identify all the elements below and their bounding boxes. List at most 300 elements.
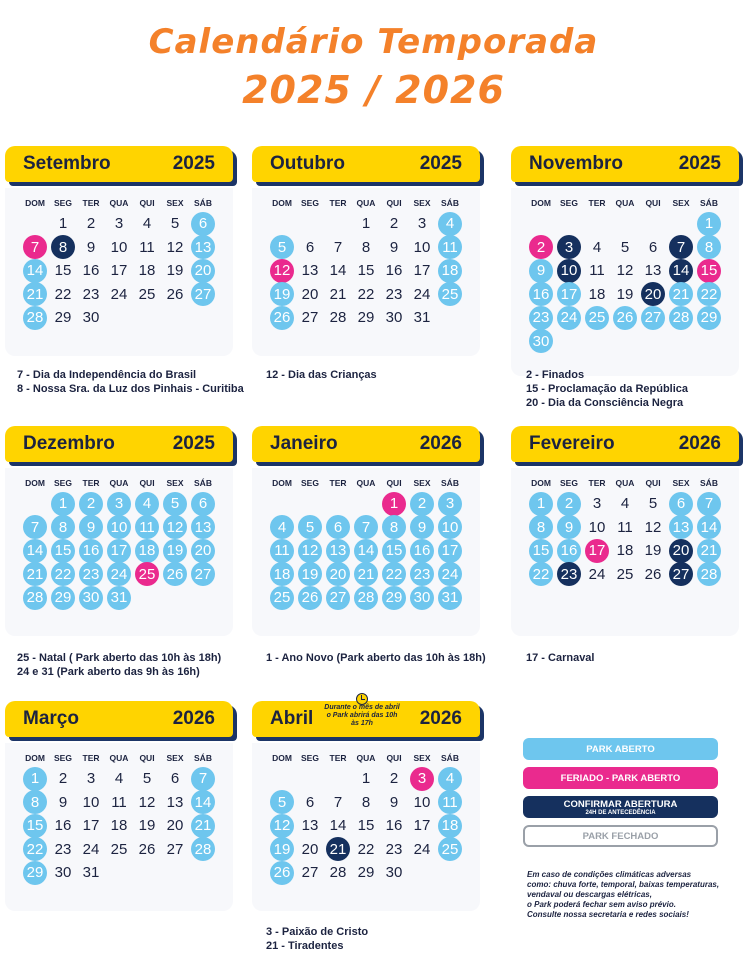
weekday-label: QUA [356, 753, 376, 763]
day-cell [105, 814, 133, 838]
day-cell [583, 563, 611, 587]
day-number: 5 [298, 515, 322, 539]
day-number: 8 [23, 790, 47, 814]
day-cell [133, 283, 161, 307]
day-number: 17 [82, 817, 100, 835]
day-number: 17 [438, 539, 462, 563]
weekday-label: TER [82, 478, 100, 488]
day-cell [189, 259, 217, 283]
day-number: 24 [438, 562, 462, 586]
day-number: 21 [326, 837, 350, 861]
day-empty [268, 767, 296, 791]
day-number: 12 [166, 238, 184, 256]
day-cell [189, 492, 217, 516]
day-number: 7 [669, 235, 693, 259]
day-number: 6 [170, 770, 180, 788]
day-cell [268, 283, 296, 307]
day-cell [161, 767, 189, 791]
weekday-label: SÁB [194, 198, 212, 208]
weekday-label: QUI [139, 478, 155, 488]
day-grid [5, 194, 233, 330]
day-cell [436, 236, 464, 260]
day-cell [21, 861, 49, 885]
weekday-label: SÁB [441, 478, 459, 488]
day-number: 28 [191, 837, 215, 861]
day-number: 18 [270, 562, 294, 586]
day-empty [21, 492, 49, 516]
day-cell [77, 814, 105, 838]
weekday-label: SEG [560, 198, 578, 208]
day-cell [352, 563, 380, 587]
day-cell [380, 539, 408, 563]
day-cell [77, 259, 105, 283]
day-cell [49, 767, 77, 791]
day-number: 2 [389, 215, 399, 233]
day-cell [296, 814, 324, 838]
day-number: 12 [644, 518, 662, 536]
notes-novembro [526, 368, 688, 410]
note-line: 25 - Natal ( Park aberto das 10h às 18h) [17, 652, 222, 664]
month-name: Setembro [23, 153, 111, 174]
day-cell [667, 283, 695, 307]
weekday-label: SEX [413, 753, 431, 763]
day-number: 14 [697, 515, 721, 539]
day-number: 8 [361, 793, 371, 811]
month-header [511, 426, 739, 462]
day-number: 9 [389, 793, 399, 811]
legend-sublabel: 24H DE ANTECEDÊNCIA [585, 809, 656, 816]
day-cell [583, 539, 611, 563]
weekday-label: DOM [25, 478, 45, 488]
day-cell [77, 861, 105, 885]
day-cell [352, 283, 380, 307]
day-number: 21 [669, 282, 693, 306]
day-cell [408, 539, 436, 563]
day-empty [296, 212, 324, 236]
month-header [252, 701, 480, 737]
day-cell [352, 539, 380, 563]
day-cell [105, 586, 133, 610]
weekday-label: SEX [166, 478, 184, 488]
weekday-label: SEX [672, 198, 690, 208]
day-number: 6 [191, 492, 215, 516]
day-cell [408, 259, 436, 283]
day-cell [161, 212, 189, 236]
day-cell [268, 563, 296, 587]
day-number: 19 [298, 562, 322, 586]
day-cell [555, 236, 583, 260]
weekday-label: DOM [25, 753, 45, 763]
day-number: 9 [79, 515, 103, 539]
day-number: 22 [697, 282, 721, 306]
day-cell [189, 563, 217, 587]
day-number: 6 [305, 793, 315, 811]
day-number: 21 [354, 562, 378, 586]
day-number: 26 [613, 306, 637, 330]
day-cell [296, 861, 324, 885]
day-number: 30 [54, 864, 72, 882]
day-cell [296, 563, 324, 587]
day-number: 25 [438, 282, 462, 306]
day-empty [21, 212, 49, 236]
day-grid [252, 749, 480, 885]
day-number: 14 [669, 259, 693, 283]
day-cell [49, 236, 77, 260]
day-cell [133, 516, 161, 540]
day-number: 2 [410, 492, 434, 516]
day-number: 9 [58, 793, 68, 811]
day-cell [105, 212, 133, 236]
day-number: 29 [23, 861, 47, 885]
disclaimer-line: Consulte nossa secretaria e redes sociais! [527, 910, 689, 919]
month-novembro [511, 146, 739, 376]
day-cell [667, 306, 695, 330]
day-number: 22 [529, 562, 553, 586]
day-cell [77, 586, 105, 610]
month-year: 2025 [172, 433, 215, 454]
day-cell [161, 283, 189, 307]
day-cell [380, 259, 408, 283]
day-number: 6 [326, 515, 350, 539]
day-number: 1 [58, 215, 68, 233]
weekday-label: QUI [139, 198, 155, 208]
day-cell [611, 236, 639, 260]
day-cell [49, 586, 77, 610]
day-number: 23 [529, 306, 553, 330]
day-number: 20 [191, 539, 215, 563]
day-number: 18 [110, 817, 128, 835]
day-cell [21, 306, 49, 330]
weekday-label: QUA [356, 478, 376, 488]
day-cell [527, 259, 555, 283]
day-cell [380, 814, 408, 838]
day-number: 5 [270, 235, 294, 259]
disclaimer-line: o Park poderá fechar sem aviso prévio. [527, 900, 676, 909]
weekday-label: SEX [413, 198, 431, 208]
day-cell [268, 814, 296, 838]
day-number: 21 [191, 814, 215, 838]
day-cell [667, 236, 695, 260]
day-cell [49, 791, 77, 815]
day-cell [555, 539, 583, 563]
day-cell [695, 259, 723, 283]
day-number: 23 [79, 562, 103, 586]
weekday-label: QUA [109, 198, 129, 208]
day-number: 21 [23, 562, 47, 586]
day-number: 23 [54, 840, 72, 858]
day-cell [695, 306, 723, 330]
day-number: 19 [138, 817, 156, 835]
day-number: 9 [529, 259, 553, 283]
day-number: 11 [270, 539, 294, 563]
day-number: 7 [23, 235, 47, 259]
weekday-label: DOM [272, 753, 292, 763]
weekday-label: SÁB [700, 198, 718, 208]
day-cell [527, 563, 555, 587]
month-year: 2026 [419, 433, 462, 454]
day-cell [105, 563, 133, 587]
day-cell [268, 539, 296, 563]
day-cell [49, 306, 77, 330]
month-setembro [5, 146, 233, 356]
weekday-label: DOM [272, 478, 292, 488]
day-cell [639, 306, 667, 330]
day-number: 22 [51, 562, 75, 586]
legend-confirmar-abertura [523, 796, 718, 818]
day-number: 21 [697, 539, 721, 563]
note-line: 17 - Carnaval [526, 652, 595, 664]
day-number: 24 [588, 565, 606, 583]
day-number: 9 [410, 515, 434, 539]
day-cell [436, 767, 464, 791]
day-cell [77, 516, 105, 540]
day-number: 25 [110, 840, 128, 858]
note-line: 2 - Finados [526, 369, 585, 381]
day-number: 15 [382, 539, 406, 563]
day-number: 20 [641, 282, 665, 306]
day-number: 5 [620, 238, 630, 256]
day-number: 17 [413, 817, 431, 835]
day-number: 20 [191, 259, 215, 283]
month-header [252, 426, 480, 462]
day-grid [511, 474, 739, 586]
note-line: 24 e 31 (Park aberto das 9h às 16h) [17, 666, 200, 678]
day-number: 3 [557, 235, 581, 259]
day-number: 15 [697, 259, 721, 283]
day-number: 16 [79, 539, 103, 563]
weekday-label: DOM [272, 198, 292, 208]
day-cell [189, 767, 217, 791]
day-number: 10 [107, 515, 131, 539]
day-cell [352, 212, 380, 236]
day-cell [639, 259, 667, 283]
day-cell [352, 306, 380, 330]
day-cell [527, 236, 555, 260]
day-cell [133, 236, 161, 260]
day-cell [324, 306, 352, 330]
day-number: 20 [301, 840, 319, 858]
day-number: 28 [23, 586, 47, 610]
day-cell [527, 539, 555, 563]
day-number: 4 [135, 492, 159, 516]
day-cell [268, 516, 296, 540]
day-cell [21, 838, 49, 862]
day-cell [268, 838, 296, 862]
note-line: 3 - Paixão de Cristo [266, 926, 369, 938]
legend-feriado [523, 767, 718, 789]
day-number: 1 [23, 767, 47, 791]
day-cell [161, 259, 189, 283]
day-number: 2 [79, 492, 103, 516]
month-abril [252, 701, 480, 911]
day-cell [436, 539, 464, 563]
day-cell [583, 492, 611, 516]
month-janeiro [252, 426, 480, 636]
day-number: 4 [592, 238, 602, 256]
legend-label: FERIADO - PARK ABERTO [560, 772, 681, 784]
day-number: 27 [301, 309, 319, 327]
day-number: 4 [620, 495, 630, 513]
weekday-label: SÁB [700, 478, 718, 488]
day-number: 18 [588, 285, 606, 303]
day-number: 11 [111, 793, 127, 811]
day-cell [583, 306, 611, 330]
day-cell [555, 283, 583, 307]
day-empty [527, 212, 555, 236]
day-number: 2 [557, 492, 581, 516]
day-cell [380, 563, 408, 587]
day-cell [352, 861, 380, 885]
day-cell [161, 563, 189, 587]
day-cell [296, 516, 324, 540]
day-cell [105, 539, 133, 563]
day-cell [436, 492, 464, 516]
day-number: 27 [641, 306, 665, 330]
day-number: 16 [82, 262, 100, 280]
day-number: 30 [385, 864, 403, 882]
day-cell [296, 838, 324, 862]
day-cell [352, 791, 380, 815]
day-empty [639, 212, 667, 236]
day-number: 26 [138, 840, 156, 858]
day-number: 15 [529, 539, 553, 563]
day-number: 16 [529, 282, 553, 306]
day-number: 10 [82, 793, 100, 811]
day-cell [49, 563, 77, 587]
day-cell [436, 259, 464, 283]
day-cell [21, 586, 49, 610]
note-line: 1 - Ano Novo (Park aberto das 10h às 18h) [266, 652, 486, 664]
day-cell [583, 259, 611, 283]
day-cell [436, 791, 464, 815]
day-empty [324, 492, 352, 516]
day-cell [105, 767, 133, 791]
day-number: 6 [305, 238, 315, 256]
day-number: 3 [86, 770, 96, 788]
day-cell [105, 236, 133, 260]
day-cell [49, 539, 77, 563]
day-number: 22 [23, 837, 47, 861]
day-number: 29 [697, 306, 721, 330]
day-number: 19 [270, 837, 294, 861]
day-number: 20 [669, 539, 693, 563]
day-number: 21 [23, 282, 47, 306]
day-number: 22 [357, 285, 375, 303]
day-cell [583, 236, 611, 260]
calendar-title: Calendário Temporada [148, 22, 599, 62]
day-number: 28 [697, 562, 721, 586]
day-number: 18 [438, 259, 462, 283]
month-outubro [252, 146, 480, 356]
day-cell [527, 283, 555, 307]
weekday-label: QUI [386, 198, 402, 208]
day-cell [268, 586, 296, 610]
day-cell [21, 791, 49, 815]
day-cell [380, 306, 408, 330]
day-cell [161, 838, 189, 862]
day-grid [5, 474, 233, 610]
month-body [252, 468, 480, 636]
day-cell [161, 791, 189, 815]
day-cell [49, 259, 77, 283]
weekday-label: SEX [413, 478, 431, 488]
day-cell [352, 236, 380, 260]
month-header [5, 426, 233, 462]
day-cell [268, 259, 296, 283]
day-empty [611, 212, 639, 236]
month-name: Dezembro [23, 433, 115, 454]
day-number: 12 [270, 259, 294, 283]
notes-janeiro [266, 651, 486, 665]
day-cell [611, 306, 639, 330]
weekday-label: DOM [531, 198, 551, 208]
month-body [511, 188, 739, 376]
weekday-label: SEG [54, 478, 72, 488]
day-number: 15 [23, 814, 47, 838]
day-cell [133, 212, 161, 236]
day-number: 23 [385, 840, 403, 858]
weekday-label: SEX [166, 198, 184, 208]
day-number: 23 [385, 285, 403, 303]
day-number: 18 [438, 814, 462, 838]
day-cell [436, 838, 464, 862]
day-number: 1 [361, 215, 371, 233]
day-number: 15 [357, 817, 375, 835]
day-number: 12 [270, 814, 294, 838]
month-fevereiro [511, 426, 739, 636]
day-number: 17 [413, 262, 431, 280]
day-number: 13 [191, 235, 215, 259]
day-number: 30 [79, 586, 103, 610]
day-cell [105, 791, 133, 815]
weekday-label: QUA [615, 198, 635, 208]
disclaimer-line: como: chuva forte, temporal, baixas temperaturas, [527, 880, 720, 889]
day-number: 25 [438, 837, 462, 861]
day-cell [49, 212, 77, 236]
legend-label: CONFIRMAR ABERTURA [563, 798, 678, 810]
day-cell [105, 516, 133, 540]
month-body [5, 188, 233, 356]
day-cell [133, 539, 161, 563]
day-cell [296, 791, 324, 815]
day-number: 3 [592, 495, 602, 513]
day-empty [296, 767, 324, 791]
day-number: 5 [170, 215, 180, 233]
notes-dezembro [17, 651, 221, 679]
day-cell [611, 516, 639, 540]
day-number: 29 [357, 309, 375, 327]
weekday-label: QUI [645, 478, 661, 488]
month-name: Novembro [529, 153, 623, 174]
day-number: 26 [166, 285, 184, 303]
day-number: 30 [82, 309, 100, 327]
day-number: 27 [301, 864, 319, 882]
weekday-label: SEG [301, 478, 319, 488]
day-cell [611, 563, 639, 587]
day-cell [296, 586, 324, 610]
month-year: 2026 [678, 433, 721, 454]
day-number: 1 [382, 492, 406, 516]
legend-label: PARK FECHADO [582, 830, 659, 842]
day-number: 31 [413, 309, 431, 327]
day-cell [639, 539, 667, 563]
day-cell [133, 838, 161, 862]
weather-disclaimer [527, 870, 745, 920]
weekday-label: SEG [301, 753, 319, 763]
weekday-label: SÁB [441, 753, 459, 763]
day-number: 27 [326, 586, 350, 610]
day-cell [296, 236, 324, 260]
